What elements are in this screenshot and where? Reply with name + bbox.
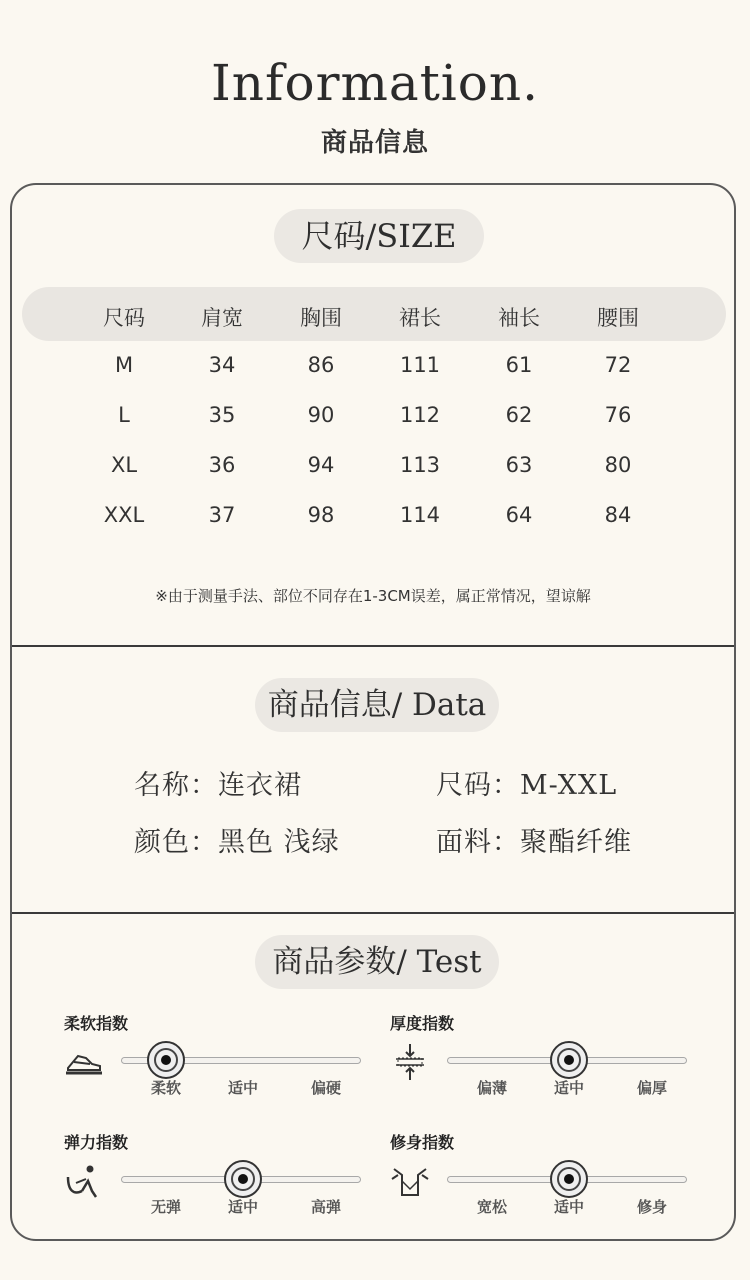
info-card (10, 183, 736, 1241)
parameter-scale-label: 偏硬 (310, 1079, 341, 1097)
shoe-icon (62, 1042, 106, 1082)
size-column-header: 裙长 (399, 306, 441, 330)
size-table-cell: M (114, 353, 134, 377)
data-badge-label: 商品信息/ Data (267, 687, 487, 723)
size-table-cell: 113 (399, 453, 441, 477)
parameter-scale-label: 适中 (553, 1198, 584, 1216)
stretch-icon (62, 1161, 106, 1201)
parameter-indicator-knob (550, 1160, 588, 1198)
size-table-cell: 64 (505, 503, 533, 527)
header-title: Information. (211, 54, 539, 112)
product-size-range: 尺码：M-XXL (436, 770, 618, 801)
parameter-scale-label: 偏厚 (636, 1079, 667, 1097)
size-table-cell: 80 (604, 453, 632, 477)
header-subtitle: 商品信息 (320, 128, 429, 158)
size-column-header: 袖长 (498, 306, 540, 330)
product-fabric: 面料：聚酯纤维 (436, 827, 632, 858)
parameter-scale-label: 适中 (227, 1079, 258, 1097)
parameter-indicator-knob (550, 1041, 588, 1079)
parameter-indicator-knob (147, 1041, 185, 1079)
size-table-cell: 37 (208, 503, 236, 527)
parameter-title: 厚度指数 (390, 1014, 455, 1033)
size-table-cell: XL (110, 453, 138, 477)
test-badge (255, 935, 499, 989)
size-table-cell: 111 (399, 353, 441, 377)
parameter-scale-label: 偏薄 (476, 1079, 507, 1097)
parameter-title: 弹力指数 (64, 1133, 129, 1152)
size-table-cell: 62 (505, 403, 533, 427)
parameter-scale-label: 高弹 (310, 1198, 341, 1216)
size-table-cell: 72 (604, 353, 632, 377)
size-table-cell: 98 (307, 503, 335, 527)
parameter-scale-label: 柔软 (150, 1079, 181, 1097)
product-color: 颜色：黑色 浅绿 (134, 827, 340, 858)
size-column-header: 腰围 (597, 306, 639, 330)
parameter-indicator-knob (224, 1160, 262, 1198)
size-table-cell: 35 (208, 403, 236, 427)
size-column-header: 肩宽 (201, 306, 243, 330)
size-badge-label: 尺码/SIZE (301, 217, 457, 255)
size-column-header: 尺码 (103, 306, 145, 330)
size-table-cell: 94 (307, 453, 335, 477)
size-table-cell: 34 (208, 353, 236, 377)
size-table-cell: 63 (505, 453, 533, 477)
parameter-scale-label: 适中 (553, 1079, 584, 1097)
parameter-title: 柔软指数 (64, 1014, 129, 1033)
data-badge (255, 678, 499, 732)
parameter-scale-label: 无弹 (150, 1198, 181, 1216)
size-table-cell: XXL (103, 503, 145, 527)
size-table-cell: 114 (399, 503, 441, 527)
size-table-cell: 61 (505, 353, 533, 377)
product-name: 名称：连衣裙 (134, 770, 302, 801)
section-divider (12, 912, 734, 914)
size-table-cell: 112 (399, 403, 441, 427)
size-column-header: 胸围 (300, 306, 342, 330)
size-table-cell: 86 (307, 353, 335, 377)
parameter-scale-label: 宽松 (476, 1198, 507, 1216)
size-badge (274, 209, 484, 263)
size-table-cell: 76 (604, 403, 632, 427)
parameter-scale-label: 修身 (636, 1198, 667, 1216)
fit-icon (388, 1161, 432, 1201)
size-table-cell: 36 (208, 453, 236, 477)
size-table-cell: 84 (604, 503, 632, 527)
measurement-note: ※由于测量手法、部位不同存在1-3CM误差，属正常情况，望谅解 (155, 587, 591, 605)
size-table-cell: 90 (307, 403, 335, 427)
parameter-scale-label: 适中 (227, 1198, 258, 1216)
parameter-title: 修身指数 (390, 1133, 455, 1152)
thickness-icon (388, 1042, 432, 1082)
test-badge-label: 商品参数/ Test (272, 944, 482, 980)
section-divider (12, 645, 734, 647)
size-table-cell: L (118, 403, 130, 427)
